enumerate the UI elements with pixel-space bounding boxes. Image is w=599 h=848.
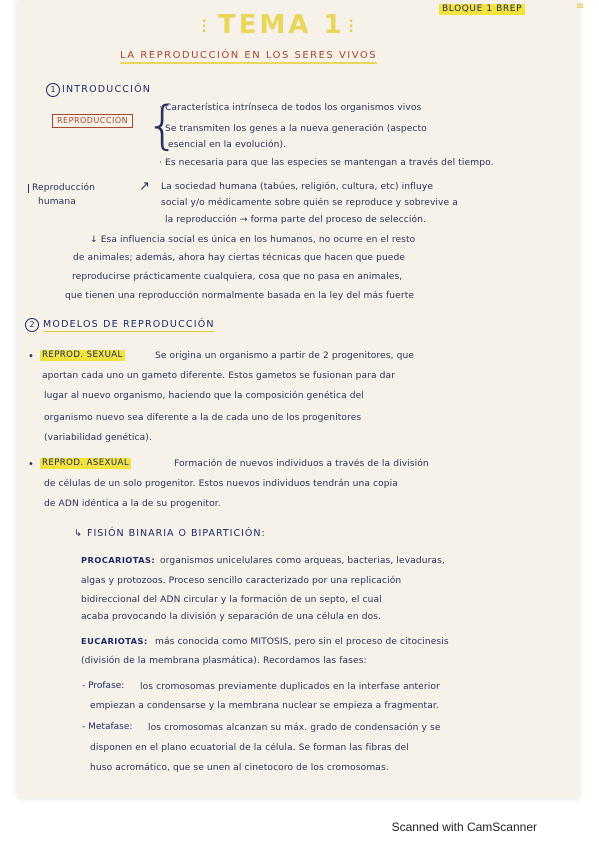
- sparkle-icon: ≡: [576, 1, 585, 12]
- metafase-label: - Metafase:: [82, 722, 133, 732]
- intro-bullet-1: · Característica intrínseca de todos los organismos vivos: [159, 103, 422, 113]
- metafase-line-1: los cromosomas alcanzan su máx. grado de condensación y se: [148, 723, 441, 733]
- procariotas-line-2: algas y protozoos. Proceso sencillo caracterizado por una replicación: [81, 576, 402, 586]
- profase-line-1: los cromosomas previamente duplicados en la interfase anterior: [140, 682, 440, 692]
- asexual-line-2: de células de un solo progenitor. Estos nuevos individuos tendrán una copia: [44, 479, 398, 489]
- procariotas-line-3: bidireccional del ADN circular y la formación de un septo, el cual: [81, 595, 382, 605]
- section-number-1: 1: [46, 83, 60, 97]
- reproduccion-box-label: REPRODUCCIÓN: [52, 114, 133, 128]
- page-subtitle: LA REPRODUCCIÓN EN LOS SERES VIVOS: [120, 51, 377, 64]
- title-sparkle-right-icon: ⁝: [348, 14, 355, 38]
- metafase-line-2: disponen en el plano ecuatorial de la célula. Se forman las fibras del: [90, 743, 409, 753]
- reprod-asexual-label: REPROD. ASEXUAL: [42, 458, 130, 468]
- procariotas-line-1: organismos unicelulares como arqueas, bacterias, levaduras,: [160, 556, 445, 566]
- influence-line-3: reproducirse prácticamente cualquiera, cosa que no pasa en animales,: [72, 272, 403, 282]
- human-line-2: social y/o médicamente sobre quién se reproduce y sobrevive a: [161, 198, 458, 208]
- eucariotas-label: EUCARIOTAS:: [81, 636, 148, 646]
- section-number-2: 2: [25, 318, 39, 332]
- human-bracket-label-1: Reproducción: [28, 184, 95, 193]
- influence-line-4: que tienen una reproducción normalmente basada en la ley del más fuerte: [65, 291, 415, 301]
- profase-line-2: empiezan a condensarse y la membrana nuclear se empieza a fragmentar.: [90, 701, 439, 711]
- notebook-page: [18, 0, 585, 798]
- bullet-dot-asexual: •: [28, 459, 34, 470]
- intro-bullet-3: · Es necesaria para que las especies se mantengan a través del tiempo.: [159, 158, 494, 168]
- procariotas-label: PROCARIOTAS:: [81, 555, 156, 565]
- human-bracket-label-2: humana: [38, 197, 76, 207]
- influence-line-1: ↓ Esa influencia social es única en los humanos, no ocurre en el resto: [90, 235, 416, 245]
- procariotas-line-4: acaba provocando la división y separación de una célula en dos.: [81, 612, 382, 622]
- intro-bullet-2: · Se transmiten los genes a la nueva generación (aspecto: [159, 124, 427, 134]
- eucariotas-line-2: (división de la membrana plasmática). Recordamos las fases:: [81, 656, 367, 666]
- page-title: TEMA 1: [218, 10, 345, 40]
- human-line-1: La sociedad humana (tabúes, religión, cultura, etc) influye: [161, 182, 434, 192]
- scanner-watermark-text: Scanned with CamScanner: [391, 820, 537, 834]
- human-line-3: la reproducción → forma parte del proceso de selección.: [165, 215, 426, 225]
- eucariotas-line-1: más conocida como MITOSIS, pero sin el proceso de citocinesis: [155, 637, 449, 647]
- asexual-line-1: Formación de nuevos individuos a través de la división: [174, 459, 429, 469]
- arrow-right-icon: ↗: [139, 179, 150, 194]
- sexual-line-2: aportan cada uno un gameto diferente. Estos gametos se fusionan para dar: [42, 371, 396, 381]
- sexual-line-1: Se origina un organismo a partir de 2 progenitores, que: [155, 351, 415, 361]
- profase-label: - Profase:: [82, 681, 125, 691]
- section-heading-modelos: MODELOS DE REPRODUCCIÓN: [43, 319, 215, 330]
- bloque-label: BLOQUE 1 BREP: [439, 4, 525, 15]
- reprod-sexual-label: REPROD. SEXUAL: [42, 350, 123, 360]
- title-sparkle-left-icon: ⁝: [201, 14, 208, 38]
- scanner-watermark: [0, 818, 599, 836]
- fision-heading: ↳ FISIÓN BINARIA O BIPARTICIÓN:: [74, 528, 266, 539]
- sexual-line-3: lugar al nuevo organismo, haciendo que la composición genética del: [44, 391, 364, 401]
- sexual-line-5: (variabilidad genética).: [44, 433, 152, 443]
- asexual-line-3: de ADN idéntica a la de su progenitor.: [44, 499, 221, 509]
- intro-bullet-2-cont: esencial en la evolución).: [168, 140, 287, 150]
- bracket-icon: {: [146, 96, 180, 156]
- section-heading-introduccion: INTRODUCCIÓN: [62, 84, 152, 95]
- metafase-line-3: huso acromático, que se unen al cinetocoro de los cromosomas.: [90, 763, 389, 773]
- bullet-dot-sexual: •: [28, 351, 34, 362]
- influence-line-2: de animales; además, ahora hay ciertas técnicas que hacen que puede: [73, 253, 406, 263]
- sexual-line-4: organismo nuevo sea diferente a la de cada uno de los progenitores: [44, 413, 362, 423]
